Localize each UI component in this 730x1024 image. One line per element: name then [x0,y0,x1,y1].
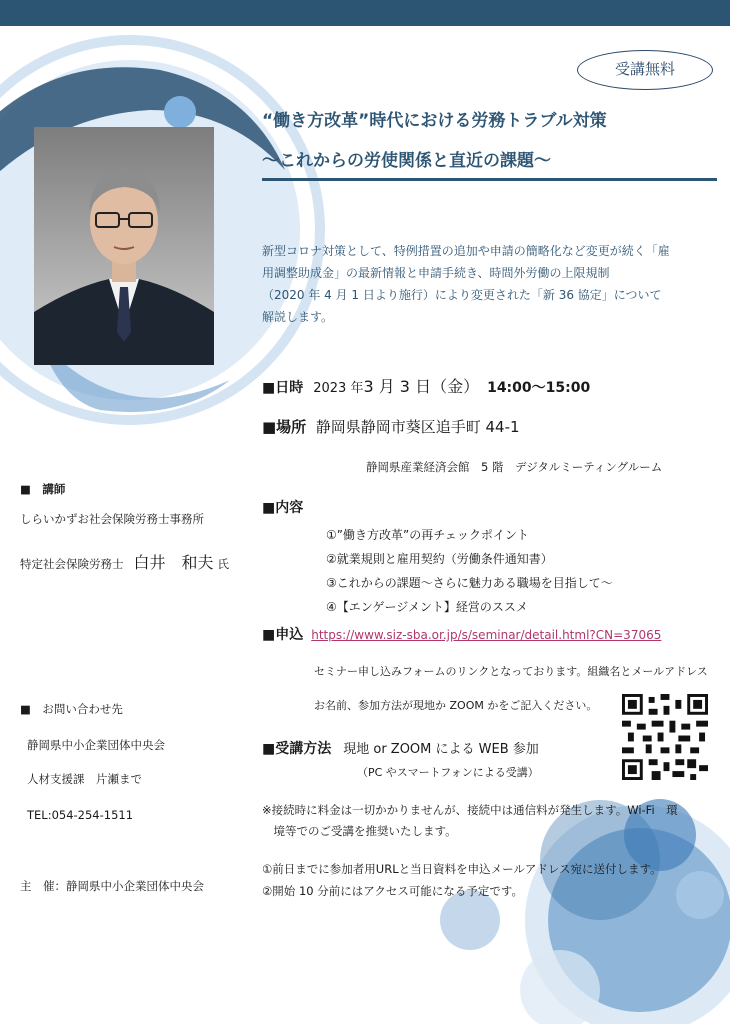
lecturer-suffix: 氏 [217,557,230,571]
method-sub: （PC やスマートフォンによる受講） [357,766,539,779]
note-line: 境等でのご受講を推奨いたします。 [262,824,457,838]
inquiry-heading: ■ お問い合わせ先 [20,702,123,716]
seminar-title: “働き方改革”時代における労務トラブル対策 [262,111,607,131]
intro-line: 用調整助成金」の最新情報と申請手続き、時間外労働の上限規制 [262,266,610,280]
apply-link[interactable]: https://www.siz-sba.or.jp/s/seminar/detail.html?CN=37065 [311,628,662,642]
lecturer-org: しらいかずお社会保険労務士事務所 [20,512,204,526]
inquiry-tel[interactable]: TEL:054-254-1511 [27,808,134,822]
date-section [262,374,590,397]
date-month-day: 3 月 3 日（金） [363,377,480,396]
schedule-note [262,858,662,902]
apply-note: お名前、参加方法が現地か ZOOM かをご記入ください。 [314,699,598,712]
inquiry-dept: 人材支援課 片瀬まで [27,772,142,786]
method-value: 現地 or ZOOM による WEB 参加 [343,742,539,757]
connection-note [262,800,722,842]
place-address: 静岡県静岡市葵区追手町 44-1 [315,418,520,436]
free-badge: 受講無料 [577,50,713,90]
content-label: ■内容 [262,500,304,516]
apply-section [262,624,661,644]
inquiry-org: 静岡県中小企業団体中央会 [27,738,165,752]
title-divider [262,178,717,181]
method-label: ■受講方法 [262,741,332,757]
note-line: ※接続時に料金は一切かかりませんが、接続中は通信料が発生します。Wi-Fi 環 [262,803,678,817]
lecturer-heading: ■ 講師 [20,482,66,496]
date-time: 14:00〜15:00 [487,380,591,396]
intro-line: （2020 年 4 月 1 日より施行）により変更された「新 36 協定」について [262,288,662,302]
list-item: ③これからの課題〜さらに魅力ある職場を目指して〜 [326,576,613,590]
intro-text [262,240,717,328]
lecturer-title: 特定社会保険労務士 [20,557,124,571]
apply-note: セミナー申し込みフォームのリンクとなっております。組織名とメールアドレス [314,665,708,678]
apply-label: ■申込 [262,627,304,643]
intro-line: 解説します。 [262,310,334,324]
method-section [262,738,539,758]
portrait-illustration [34,127,214,365]
venue-name: 静岡県産業経済会館 5 階 デジタルミーティングルーム [366,460,663,474]
note-line: ②開始 10 分前にはアクセス可能になる予定です。 [262,884,523,898]
seminar-subtitle: 〜これからの労使関係と直近の課題〜 [262,151,551,171]
lecturer-name: 白井 和夫 [133,553,214,572]
note-line: ①前日までに参加者用URLと当日資料を申込メールアドレス宛に送付します。 [262,862,662,876]
lecturer-name-line [20,550,229,573]
qr-code-icon[interactable] [622,694,708,780]
list-item: ④【エンゲージメント】経営のススメ [326,600,528,614]
host-text: 主 催：静岡県中小企業団体中央会 [20,879,204,893]
list-item: ①”働き方改革”の再チェックポイント [326,528,529,542]
place-section [262,416,520,437]
date-year: 2023 年 [313,381,364,396]
list-item: ②就業規則と雇用契約（労働条件通知書） [326,552,553,566]
lecturer-photo [34,127,214,365]
intro-line: 新型コロナ対策として、特例措置の追加や申請の簡略化など変更が続く「雇 [262,244,670,258]
place-label: ■場所 [262,418,307,436]
date-label: ■日時 [262,380,304,396]
content-list [326,523,613,619]
